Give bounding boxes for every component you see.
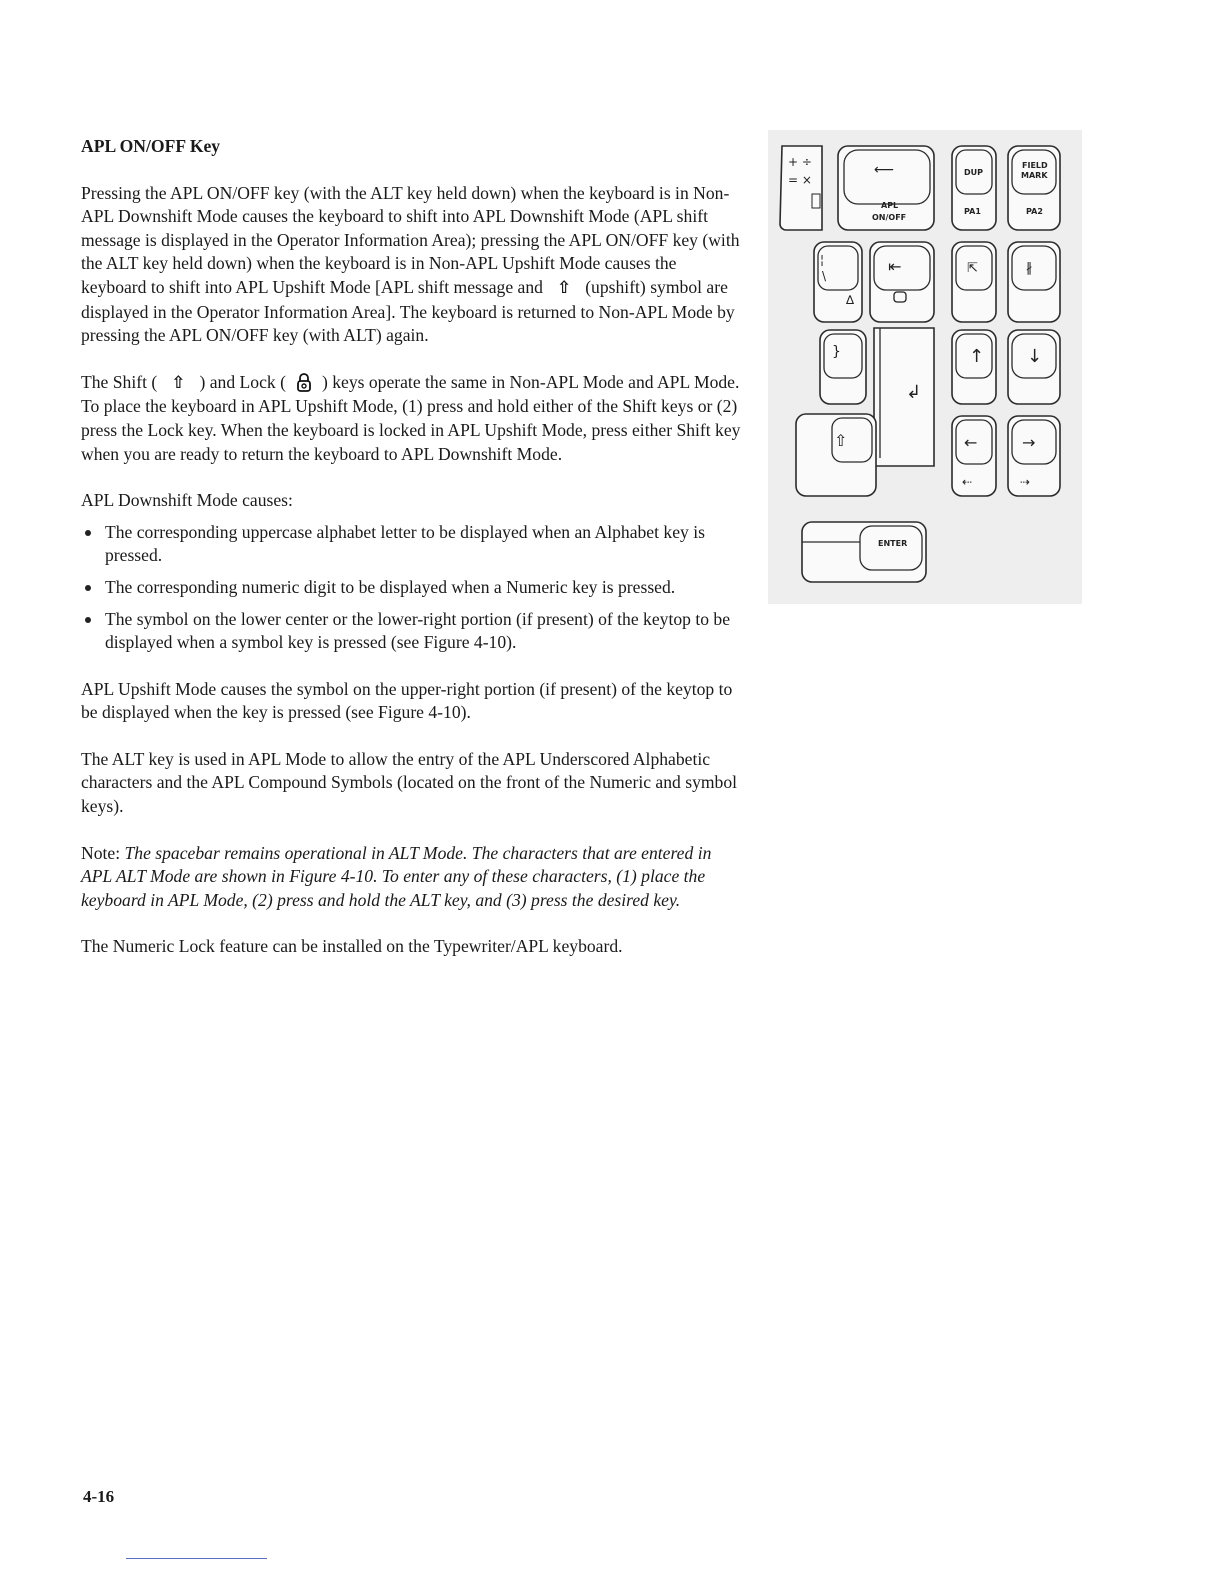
field-mark-pa2-key: [1008, 146, 1060, 230]
downshift-intro: APL Downshift Mode causes:: [81, 490, 293, 511]
apl-on-off-text: Pressing the APL ON/OFF key (with the ALT key held down) when the keyboard is in Non-APL Downshift Mode causes the keyboard to shift into APL Downshift Mode (APL shift message is displayed in the Operator Information Area); pressing the APL ON/OFF key (with the ALT key held down) when the keyboard is in Non-APL Upshift Mode causes the keyboard to shift into APL Upshift Mode [APL shift message and: [81, 182, 740, 297]
tab-key: [870, 242, 934, 322]
home-icon: ⇱: [967, 261, 978, 276]
brace-glyph: }: [832, 344, 841, 360]
lock-icon: [296, 372, 312, 392]
left-arrow-glyph-icon: ⟵: [874, 162, 895, 178]
newline-key: [874, 328, 934, 466]
up-arrow-key: [952, 330, 996, 404]
pa1-label: PA1: [964, 207, 981, 216]
symbol-glyph: ∦: [1026, 261, 1033, 276]
body-text: [81, 135, 746, 982]
list-item: The symbol on the lower center or the lower-right portion (if present) of the keytop to be displayed when a symbol key is pressed (see Figure 4-10).: [81, 608, 746, 655]
shift-lock-text-a: The Shift (: [81, 371, 158, 392]
keyboard-figure: [768, 130, 1082, 604]
brace-key: [820, 330, 866, 404]
enter-label: ENTER: [878, 539, 908, 548]
newline-icon: ↲: [906, 382, 922, 403]
shift-key-icon: ⇧: [834, 431, 848, 450]
right-arrow-key: [1008, 416, 1060, 496]
shift-key: [796, 414, 876, 496]
shift-lock-text-b: ) and Lock (: [199, 371, 286, 392]
note-label: Note:: [81, 842, 121, 863]
symbol-key: [1008, 242, 1060, 322]
list-item: The corresponding uppercase alphabet letter to be displayed when an Alphabet key is pressed.: [81, 521, 746, 568]
left-arrow-icon: ←: [964, 433, 978, 452]
pa2-label: PA2: [1026, 207, 1043, 216]
down-arrow-key: [1008, 330, 1060, 404]
apl-on-off-text-tail: (upshift) symbol are displayed in the Operator Information Area]. The keyboard is returned to Non-APL Mode by pressing the APL ON/OFF key (with ALT) again.: [81, 276, 735, 346]
numeric-lock-paragraph: The Numeric Lock feature can be installed on the Typewriter/APL keyboard.: [81, 936, 623, 957]
down-arrow-icon: ↓: [1027, 346, 1043, 367]
backslash-glyph: \: [822, 269, 827, 283]
keyboard-keypad-illustration: [768, 130, 1082, 604]
shift-icon: ⇧: [171, 372, 186, 393]
home-key: [952, 242, 996, 322]
alt-paragraph: The ALT key is used in APL Mode to allow the entry of the APL Underscored Alphabetic characters and the APL Compound Symbols (located on the front of the Numeric and symbol keys).: [81, 748, 738, 817]
colon-glyph: ¦: [820, 253, 825, 267]
note-text: The spacebar remains operational in ALT Mode. The characters that are entered in APL ALT Mode are shown in Figure 4-10. To enter any of these characters, (1) place the keyboard in APL Mode, (2) press and hold the ALT key, and (3) press the desired key.: [81, 842, 712, 910]
page-number: 4-16: [83, 1487, 115, 1506]
delta-glyph: ∆: [846, 293, 855, 307]
apl-on-off-paragraph: [81, 182, 746, 348]
section-heading: APL ON/OFF Key: [81, 136, 221, 156]
upshift-icon: ⇧: [556, 277, 572, 298]
note-paragraph: [81, 842, 746, 913]
fast-left-icon: ⇠: [962, 475, 973, 489]
upshift-paragraph: APL Upshift Mode causes the symbol on the upper-right portion (if present) of the keytop to be displayed when the key is pressed (see Figure 4-10).: [81, 678, 733, 723]
dup-label: DUP: [964, 168, 983, 177]
tab-icon: ⇤: [888, 257, 902, 276]
footer-rule: [126, 1558, 267, 1559]
up-arrow-icon: ↑: [969, 346, 985, 367]
shift-lock-paragraph: [81, 371, 746, 466]
list-item: The corresponding numeric digit to be displayed when a Numeric key is pressed.: [81, 576, 746, 600]
enter-key: [802, 522, 926, 582]
left-arrow-key: [952, 416, 996, 496]
apl-label: APL: [881, 201, 899, 210]
fast-right-icon: ⇢: [1020, 475, 1031, 489]
mark-label: MARK: [1021, 171, 1048, 180]
equal-times-label: = ×: [788, 173, 812, 187]
shift-lock-text-c: ) keys operate the same in Non-APL Mode and APL Mode. To place the keyboard in APL Upshift Mode, (1) press and hold either of the Shift keys or (2) press the Lock key. When the keyboard is locked in APL Upshift Mode, press either Shift key when you are ready to return the keyboard to APL Downshift Mode.: [81, 371, 741, 464]
dup-pa1-key: [952, 146, 996, 230]
right-arrow-icon: →: [1022, 433, 1036, 452]
downshift-list: [81, 521, 746, 655]
field-label: FIELD: [1022, 161, 1048, 170]
plus-divide-label: + ÷: [788, 155, 812, 169]
on-off-label: ON/OFF: [872, 213, 907, 222]
